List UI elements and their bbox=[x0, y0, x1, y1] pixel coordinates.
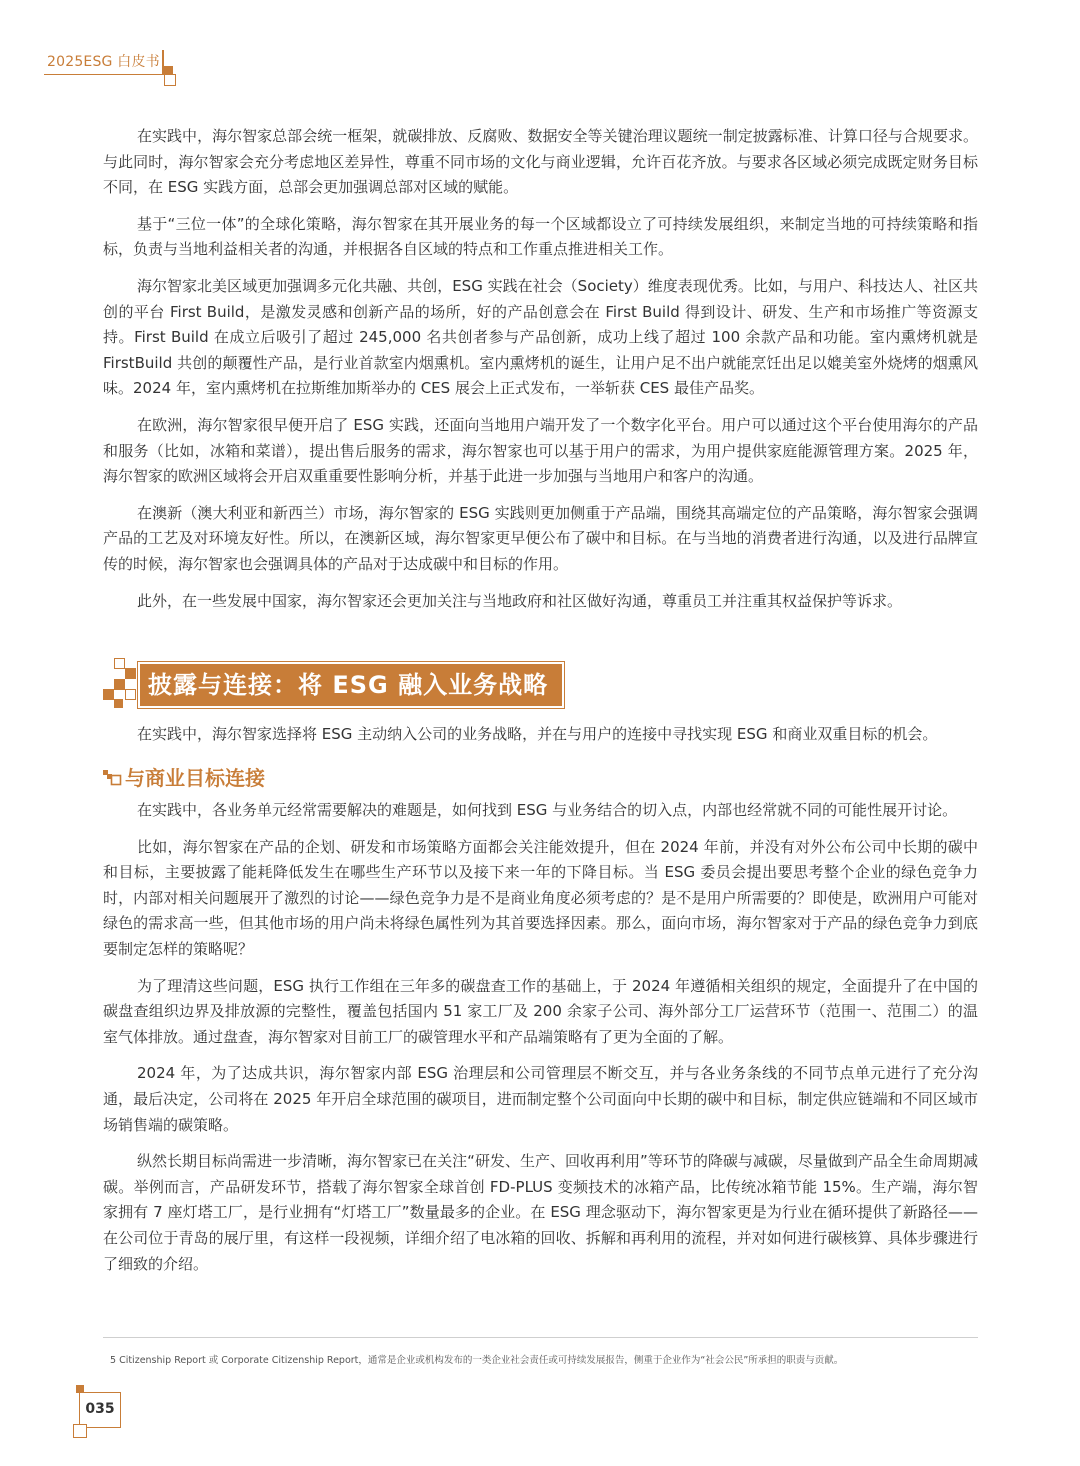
section-intro-block bbox=[103, 722, 978, 759]
header-deco-square-outline bbox=[164, 74, 176, 86]
paragraph: 此外，在一些发展中国家，海尔智家还会更加关注与当地政府和社区做好沟通，尊重员工并注重其权益保护等诉求。 bbox=[137, 591, 903, 610]
paragraph: 在澳新（澳大利亚和新西兰）市场，海尔智家的 ESG 实践则更加侧重于产品端，围绕其高端定位的产品策略，海尔智家会强调产品的工艺及对环境友好性。所以，在澳新区域，海尔智家更早便公布了碳中和目标。在与当地的消费者进行沟通，以及进行品牌宣传的时候，海尔智家也会强调具体的产品对于达成碳中和目标的作用。 bbox=[103, 503, 978, 573]
heading-deco-square bbox=[125, 668, 136, 679]
subsection-title: 与商业目标连接 bbox=[125, 766, 265, 790]
page-deco-square-outline bbox=[73, 1424, 87, 1438]
paragraph: 2024 年，为了达成共识，海尔智家内部 ESG 治理层和公司管理层不断交互，并与各业务条线的不同节点单元进行了充分沟通，最后决定，公司将在 2025 年开启全球范围的碳项目，进而制定整个公司面向中长期的碳中和目标，制定供应链端和不同区域市场销售端的碳策略。 bbox=[103, 1064, 978, 1134]
header-divider bbox=[44, 74, 163, 75]
paragraph: 海尔智家北美区域更加强调多元化共融、共创，ESG 实践在社会（Society）维度表现优秀。比如，与用户、科技达人、社区共创的平台 First Build，是激发灵感和创新产品的场所，好的产品创意会在 First Build 得到设计、研发、生产和市场推广等资源支持。First Build 在成立后吸引了超过 245,000 名共创者参与产品创新，成功上线了超过 100 余款产品和功能。室内熏烤机就是 FirstBuild 共创的颠覆性产品，是行业首款室内烟熏机。室内熏烤机的诞生，让用户足不出户就能烹饪出足以媲美室外烧烤的烟熏风味。2024 年，室内熏烤机在拉斯维加斯举办的 CES 展会上正式发布，一举斩获 CES 最佳产品奖。 bbox=[103, 276, 978, 398]
heading-deco-square bbox=[114, 679, 125, 690]
document-header-title: 2025ESG 白皮书 bbox=[47, 54, 160, 70]
section-heading bbox=[98, 658, 588, 708]
subsection-heading bbox=[103, 764, 265, 792]
paragraph: 在实践中，海尔智家总部会统一框架，就碳排放、反腐败、数据安全等关键治理议题统一制定披露标准、计算口径与合规要求。与此同时，海尔智家会充分考虑地区差异性，尊重不同市场的文化与商业逻辑，允许百花齐放。与要求各区域必须完成既定财务目标不同，在 ESG 实践方面，总部会更加强调总部对区域的赋能。 bbox=[103, 127, 978, 197]
section-intro: 在实践中，海尔智家选择将 ESG 主动纳入公司的业务战略，并在与用户的连接中寻找实现 ESG 和商业双重目标的机会。 bbox=[137, 725, 938, 743]
subheading-bullet-icon bbox=[103, 770, 123, 786]
heading-deco-square bbox=[125, 689, 136, 700]
body-text-bottom bbox=[103, 798, 978, 1288]
paragraph: 在欧洲，海尔智家很早便开启了 ESG 实践，还面向当地用户端开发了一个数字化平台。用户可以通过这个平台使用海尔的产品和服务（比如，冰箱和菜谱），提出售后服务的需求，海尔智家也可以基于用户的需求，为用户提供家庭能源管理方案。2025 年，海尔智家的欧洲区域将会开启双重重要性影响分析，并基于此进一步加强与当地用户和客户的沟通。 bbox=[103, 415, 978, 486]
heading-deco-square bbox=[114, 699, 123, 708]
paragraph: 纵然长期目标尚需进一步清晰，海尔智家已在关注“研发、生产、回收再利用”等环节的降碳与减碳，尽量做到产品全生命周期减碳。举例而言，产品研发环节，搭载了海尔智家全球首创 FD-PLUS 变频技术的冰箱产品，比传统冰箱节能 15%。生产端，海尔智家拥有 7 座灯塔工厂，是行业拥有“灯塔工厂”数量最多的企业。在 ESG 理念驱动下，海尔智家更是为行业在循环提供了新路径——在公司位于青岛的展厅里，有这样一段视频，详细介绍了电冰箱的回收、拆解和再利用的流程，并对如何进行碳核算、具体步骤进行了细致的介绍。 bbox=[103, 1152, 978, 1273]
paragraph: 基于“三位一体”的全球化策略，海尔智家在其开展业务的每一个区域都设立了可持续发展组织，来制定当地的可持续策略和指标，负责与当地利益相关者的沟通，并根据各自区域的特点和工作重点推进相关工作。 bbox=[103, 214, 978, 259]
heading-deco-square bbox=[103, 689, 114, 700]
paragraph: 为了理清这些问题，ESG 执行工作组在三年多的碳盘查工作的基础上，于 2024 年遵循相关组织的规定，全面提升了在中国的碳盘查组织边界及排放源的完整性，覆盖包括国内 51 家工厂及 200 余家子公司、海外部分工厂运营环节（范围一、范围二）的温室气体排放。通过盘查，海尔智家对目前工厂的碳管理水平和产品端策略有了更为全面的了解。 bbox=[103, 976, 978, 1046]
section-title: 披露与连接：将 ESG 融入业务战略 bbox=[138, 662, 564, 708]
paragraph: 在实践中，各业务单元经常需要解决的难题是，如何找到 ESG 与业务结合的切入点，内部也经常就不同的可能性展开讨论。 bbox=[137, 801, 958, 819]
heading-deco-square bbox=[114, 658, 125, 669]
body-text-top bbox=[103, 124, 978, 625]
page-number: 035 bbox=[79, 1392, 121, 1428]
footnote: 5 Citizenship Report 或 Corporate Citizenship Report，通常是企业或机构发布的一类企业社会责任或可持续发展报告，侧重于企业作为“社会公民”所承担的职责与贡献。 bbox=[110, 1355, 844, 1366]
footnote-divider bbox=[103, 1337, 978, 1338]
paragraph: 比如，海尔智家在产品的企划、研发和市场策略方面都会关注能效提升，但在 2024 年前，并没有对外公布公司中长期的碳中和目标，主要披露了能耗降低发生在哪些生产环节以及接下来一年的下降目标。当 ESG 委员会提出要思考整个企业的绿色竞争力时，内部对相关问题展开了激烈的讨论——绿色竞争力是不是商业角度必须考虑的？是不是用户所需要的？即使是，欧洲用户可能对绿色的需求高一些，但其他市场的用户尚未将绿色属性列为其首要选择因素。那么，面向市场，海尔智家对于产品的绿色竞争力到底要制定怎样的策略呢？ bbox=[103, 837, 978, 958]
